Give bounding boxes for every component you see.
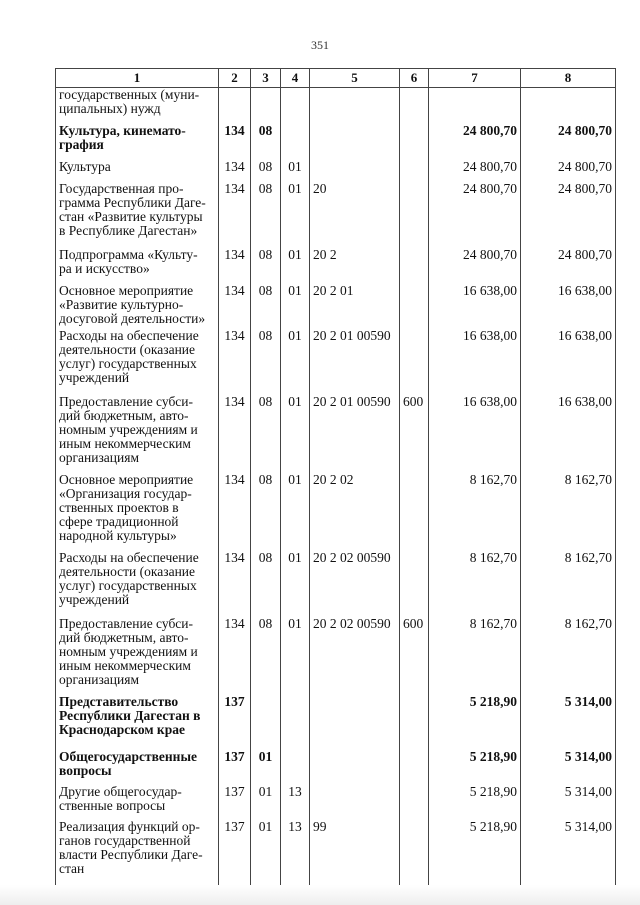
row-amount-7: 24 800,70 bbox=[429, 182, 521, 248]
row-name: Реализация функций ор- ганов государственной власти Республики Даге- стан bbox=[56, 820, 219, 892]
row-code-6 bbox=[400, 820, 429, 892]
row-name: государственных (муни- ципальных) нужд bbox=[56, 88, 219, 124]
table-row bbox=[56, 551, 616, 617]
row-code-6 bbox=[400, 329, 429, 395]
row-amount-7: 24 800,70 bbox=[429, 160, 521, 182]
row-amount-7: 16 638,00 bbox=[429, 284, 521, 329]
row-name: Расходы на обеспечение деятельности (оказание услуг) государственных учреждений bbox=[56, 551, 219, 617]
table-row bbox=[56, 395, 616, 473]
table-row bbox=[56, 617, 616, 695]
row-amount-7 bbox=[429, 88, 521, 124]
row-code-4: 01 bbox=[281, 329, 310, 395]
table-row bbox=[56, 785, 616, 820]
row-code-4: 01 bbox=[281, 395, 310, 473]
table-row bbox=[56, 473, 616, 551]
row-code-6 bbox=[400, 182, 429, 248]
row-name: Другие общегосудар- ственные вопросы bbox=[56, 785, 219, 820]
row-code-5 bbox=[310, 88, 400, 124]
table-row bbox=[56, 160, 616, 182]
row-code-5 bbox=[310, 160, 400, 182]
row-amount-7: 16 638,00 bbox=[429, 395, 521, 473]
row-code-6 bbox=[400, 124, 429, 160]
row-name: Государственная про- грамма Республики Даге- стан «Развитие культуры в Республике Дагестан» bbox=[56, 182, 219, 248]
row-amount-7: 24 800,70 bbox=[429, 248, 521, 284]
row-amount-7: 24 800,70 bbox=[429, 124, 521, 160]
row-name: Основное мероприятие «Развитие культурно- досуговой деятельности» bbox=[56, 284, 219, 329]
table-row bbox=[56, 88, 616, 124]
row-code-5: 20 2 01 bbox=[310, 284, 400, 329]
row-code-6 bbox=[400, 695, 429, 750]
row-code-2: 137 bbox=[219, 695, 251, 750]
row-amount-8: 5 314,00 bbox=[521, 695, 616, 750]
row-code-3: 08 bbox=[251, 284, 281, 329]
row-code-5 bbox=[310, 124, 400, 160]
column-header: 2 bbox=[219, 69, 251, 88]
row-code-3: 08 bbox=[251, 248, 281, 284]
row-amount-7: 8 162,70 bbox=[429, 473, 521, 551]
column-header: 5 bbox=[310, 69, 400, 88]
row-code-2: 134 bbox=[219, 329, 251, 395]
row-amount-7: 5 218,90 bbox=[429, 820, 521, 892]
row-code-2: 137 bbox=[219, 820, 251, 892]
row-code-6 bbox=[400, 160, 429, 182]
row-code-4 bbox=[281, 750, 310, 785]
row-code-5: 20 2 02 00590 bbox=[310, 617, 400, 695]
row-code-5: 20 2 02 00590 bbox=[310, 551, 400, 617]
row-name: Предоставление субси- дий бюджетным, авто- номным учреждениям и иным некоммерческим организациям bbox=[56, 395, 219, 473]
row-code-4: 01 bbox=[281, 160, 310, 182]
row-code-2: 134 bbox=[219, 617, 251, 695]
row-code-4: 01 bbox=[281, 473, 310, 551]
column-header: 4 bbox=[281, 69, 310, 88]
row-code-6 bbox=[400, 248, 429, 284]
row-amount-8: 24 800,70 bbox=[521, 124, 616, 160]
row-code-6 bbox=[400, 88, 429, 124]
row-code-2: 134 bbox=[219, 395, 251, 473]
row-amount-8: 8 162,70 bbox=[521, 551, 616, 617]
row-code-4 bbox=[281, 88, 310, 124]
row-amount-8 bbox=[521, 88, 616, 124]
row-code-3 bbox=[251, 695, 281, 750]
budget-table bbox=[55, 68, 616, 892]
row-name: Представительство Республики Дагестан в Краснодарском крае bbox=[56, 695, 219, 750]
row-code-4 bbox=[281, 124, 310, 160]
row-code-2: 134 bbox=[219, 284, 251, 329]
row-code-5 bbox=[310, 750, 400, 785]
row-amount-8: 5 314,00 bbox=[521, 750, 616, 785]
row-code-2: 134 bbox=[219, 473, 251, 551]
row-code-6 bbox=[400, 473, 429, 551]
row-code-3: 08 bbox=[251, 395, 281, 473]
row-name: Основное мероприятие «Организация государ- ственных проектов в сфере традиционной народной культуры» bbox=[56, 473, 219, 551]
row-code-2: 134 bbox=[219, 124, 251, 160]
row-code-5: 20 2 01 00590 bbox=[310, 329, 400, 395]
row-code-4: 01 bbox=[281, 182, 310, 248]
row-code-5: 20 2 01 00590 bbox=[310, 395, 400, 473]
row-amount-8: 16 638,00 bbox=[521, 395, 616, 473]
row-amount-8: 8 162,70 bbox=[521, 617, 616, 695]
row-code-3: 08 bbox=[251, 551, 281, 617]
row-code-5: 20 2 bbox=[310, 248, 400, 284]
row-code-2: 137 bbox=[219, 785, 251, 820]
row-code-4: 13 bbox=[281, 820, 310, 892]
table-row bbox=[56, 284, 616, 329]
row-name: Культура, кинемато- графия bbox=[56, 124, 219, 160]
header-row bbox=[56, 69, 616, 88]
row-amount-7: 8 162,70 bbox=[429, 617, 521, 695]
row-code-3: 08 bbox=[251, 160, 281, 182]
row-code-3: 01 bbox=[251, 820, 281, 892]
row-code-2: 134 bbox=[219, 182, 251, 248]
table-row bbox=[56, 695, 616, 750]
row-code-4: 13 bbox=[281, 785, 310, 820]
column-header: 1 bbox=[56, 69, 219, 88]
row-amount-7: 5 218,90 bbox=[429, 695, 521, 750]
row-amount-8: 16 638,00 bbox=[521, 284, 616, 329]
row-code-4: 01 bbox=[281, 284, 310, 329]
row-code-3: 01 bbox=[251, 750, 281, 785]
table-row bbox=[56, 329, 616, 395]
row-amount-7: 5 218,90 bbox=[429, 750, 521, 785]
row-code-3: 08 bbox=[251, 182, 281, 248]
row-amount-8: 24 800,70 bbox=[521, 182, 616, 248]
scan-edge bbox=[0, 885, 640, 905]
row-code-2: 134 bbox=[219, 551, 251, 617]
table-body bbox=[56, 88, 616, 892]
row-code-2: 134 bbox=[219, 248, 251, 284]
row-code-5: 99 bbox=[310, 820, 400, 892]
row-code-3 bbox=[251, 88, 281, 124]
row-code-6 bbox=[400, 551, 429, 617]
row-name: Культура bbox=[56, 160, 219, 182]
row-code-5: 20 2 02 bbox=[310, 473, 400, 551]
row-amount-8: 24 800,70 bbox=[521, 160, 616, 182]
row-code-5 bbox=[310, 785, 400, 820]
row-code-4: 01 bbox=[281, 617, 310, 695]
page-number: 351 bbox=[311, 38, 329, 52]
table-row bbox=[56, 124, 616, 160]
row-code-4 bbox=[281, 695, 310, 750]
row-amount-8: 24 800,70 bbox=[521, 248, 616, 284]
table-row bbox=[56, 820, 616, 892]
column-header: 3 bbox=[251, 69, 281, 88]
row-name: Подпрограмма «Культу- ра и искусство» bbox=[56, 248, 219, 284]
row-amount-8: 8 162,70 bbox=[521, 473, 616, 551]
row-name: Расходы на обеспечение деятельности (оказание услуг) государственных учреждений bbox=[56, 329, 219, 395]
row-code-3: 08 bbox=[251, 473, 281, 551]
column-header: 7 bbox=[429, 69, 521, 88]
column-header: 8 bbox=[521, 69, 616, 88]
row-name: Предоставление субси- дий бюджетным, авто- номным учреждениям и иным некоммерческим организациям bbox=[56, 617, 219, 695]
row-amount-8: 5 314,00 bbox=[521, 785, 616, 820]
row-amount-7: 5 218,90 bbox=[429, 785, 521, 820]
table-row bbox=[56, 248, 616, 284]
row-code-6 bbox=[400, 750, 429, 785]
row-code-6 bbox=[400, 785, 429, 820]
table-row bbox=[56, 182, 616, 248]
row-code-6: 600 bbox=[400, 617, 429, 695]
row-name: Общегосударственные вопросы bbox=[56, 750, 219, 785]
row-code-5 bbox=[310, 695, 400, 750]
row-amount-8: 16 638,00 bbox=[521, 329, 616, 395]
row-code-6: 600 bbox=[400, 395, 429, 473]
row-code-3: 08 bbox=[251, 617, 281, 695]
row-code-4: 01 bbox=[281, 551, 310, 617]
row-code-5: 20 bbox=[310, 182, 400, 248]
column-header: 6 bbox=[400, 69, 429, 88]
row-code-6 bbox=[400, 284, 429, 329]
row-code-2: 134 bbox=[219, 160, 251, 182]
row-code-4: 01 bbox=[281, 248, 310, 284]
table-row bbox=[56, 750, 616, 785]
row-code-2: 137 bbox=[219, 750, 251, 785]
row-amount-8: 5 314,00 bbox=[521, 820, 616, 892]
row-amount-7: 16 638,00 bbox=[429, 329, 521, 395]
row-code-3: 08 bbox=[251, 329, 281, 395]
row-code-3: 08 bbox=[251, 124, 281, 160]
row-amount-7: 8 162,70 bbox=[429, 551, 521, 617]
row-code-3: 01 bbox=[251, 785, 281, 820]
row-code-2 bbox=[219, 88, 251, 124]
